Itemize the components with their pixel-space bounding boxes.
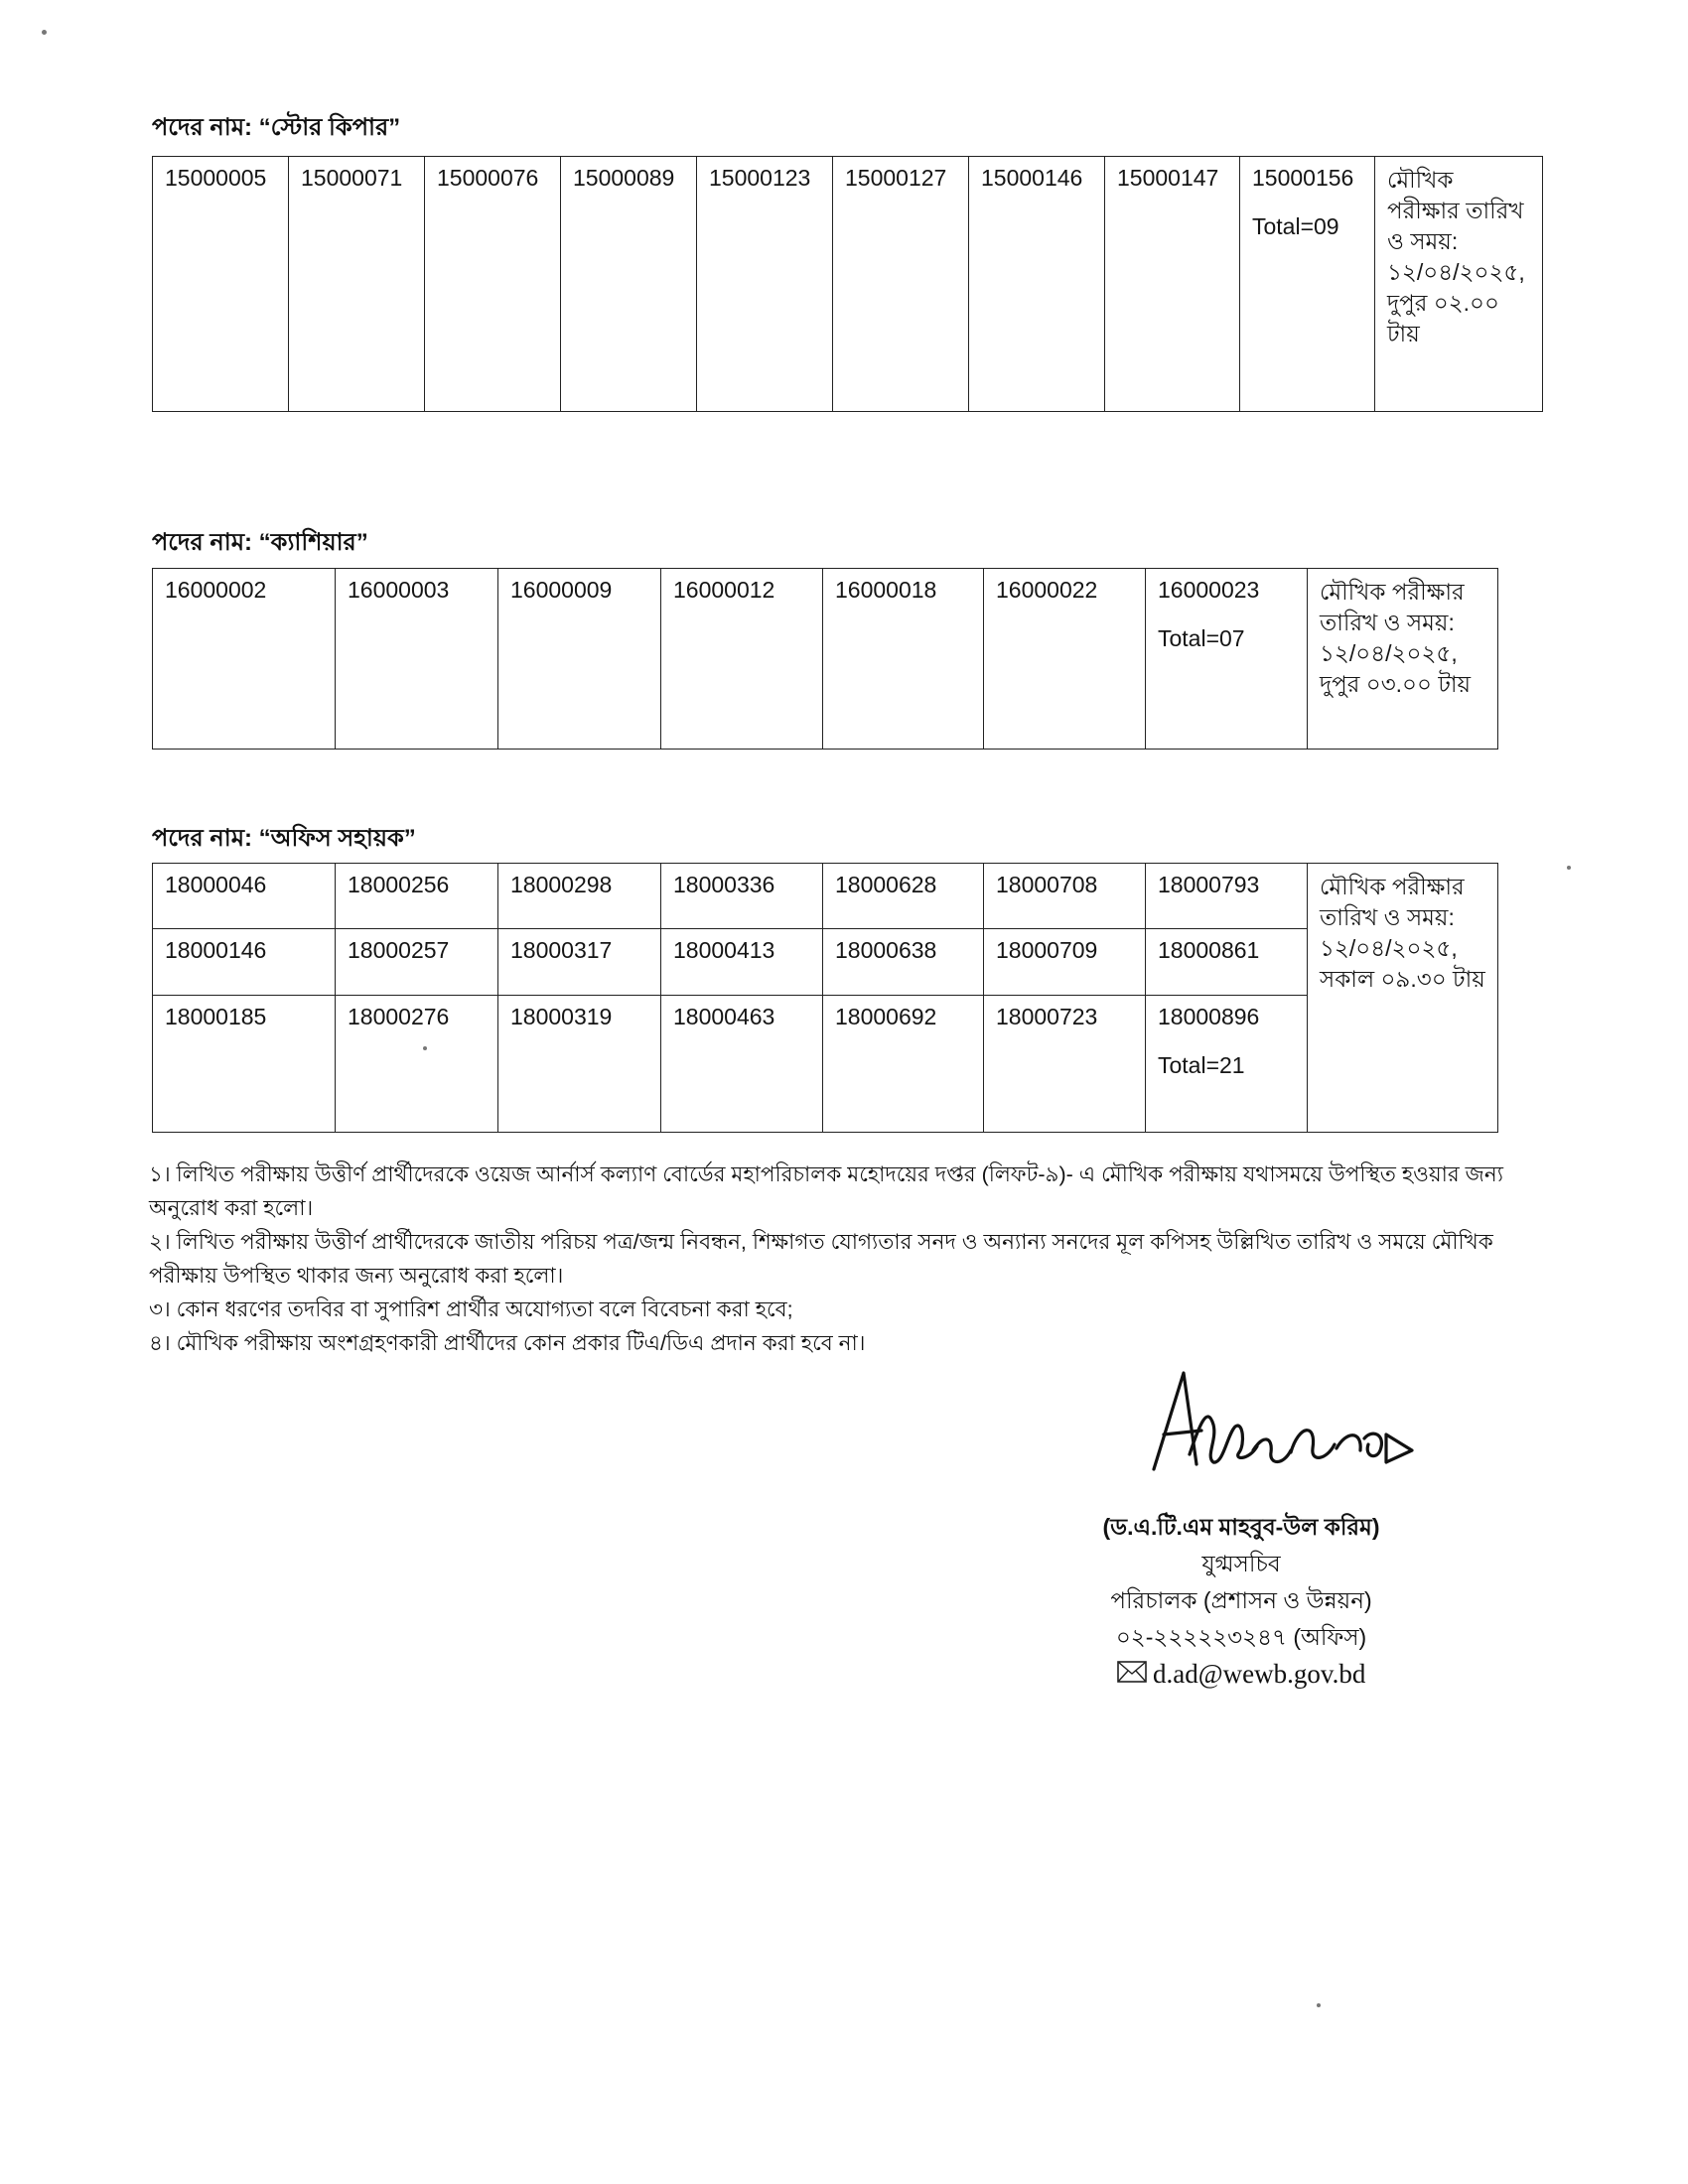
roll-cell: 18000336 (661, 864, 823, 929)
schedule-line: দুপুর ০৩.০০ টায় (1320, 671, 1472, 697)
total-count: Total=09 (1252, 213, 1339, 239)
roll-cell: 15000147 (1105, 157, 1240, 412)
roll-cell: 15000005 (153, 157, 289, 412)
schedule-cell (1375, 157, 1543, 412)
schedule-line: মৌখিক পরীক্ষার (1320, 874, 1465, 899)
roll-cell: 18000185 (153, 996, 336, 1133)
schedule-line: ১২/০৪/২০২৫, (1387, 259, 1525, 285)
store-keeper-table (152, 156, 1543, 412)
roll-cell-last (1146, 569, 1308, 750)
email-line (1033, 1656, 1450, 1694)
handwritten-signature (1142, 1365, 1420, 1524)
roll-cell: 18000628 (823, 864, 984, 929)
schedule-line: পরীক্ষার তারিখ (1387, 198, 1524, 223)
roll-cell-last (1240, 157, 1375, 412)
roll-cell: 18000708 (984, 864, 1146, 929)
scan-speck (1317, 2003, 1321, 2007)
table-row (153, 157, 1543, 412)
roll-cell: 18000257 (336, 929, 498, 996)
roll-cell-last (1146, 996, 1308, 1133)
roll-cell: 18000413 (661, 929, 823, 996)
instruction-item: ২। লিখিত পরীক্ষায় উত্তীর্ণ প্রার্থীদেরকে জাতীয় পরিচয় পত্র/জন্ম নিবন্ধন, শিক্ষাগত যোগ্যতার সনদ ও অন্যান্য সনদের মূল কপিসহ উল্লিখিত তারিখ ও সময়ে মৌখিক পরীক্ষায় উপস্থিত থাকার জন্য অনুরোধ করা হলো। (149, 1230, 1493, 1288)
scan-speck (1567, 866, 1571, 870)
schedule-line: ও সময়: (1387, 228, 1459, 254)
roll-cell: 18000463 (661, 996, 823, 1133)
roll-cell: 15000089 (561, 157, 697, 412)
total-count: Total=07 (1158, 625, 1245, 651)
scan-speck (423, 1046, 427, 1050)
instructions-list (149, 1158, 1509, 1360)
envelope-icon (1117, 1661, 1147, 1683)
schedule-line: দুপুর ০২.০০ (1387, 290, 1499, 316)
table-row (153, 569, 1498, 750)
roll-cell: 18000319 (498, 996, 661, 1133)
office-assistant-table (152, 863, 1498, 1133)
roll-cell: 18000256 (336, 864, 498, 929)
roll-cell: 16000003 (336, 569, 498, 750)
roll-cell: 16000002 (153, 569, 336, 750)
signatory-office: পরিচালক (প্রশাসন ও উন্নয়ন) (1110, 1587, 1372, 1613)
roll-cell: 18000317 (498, 929, 661, 996)
cashier-table (152, 568, 1498, 750)
signatory-designation: যুগ্মসচিব (1201, 1551, 1281, 1576)
roll-cell: 18000146 (153, 929, 336, 996)
roll-cell: 15000076 (425, 157, 561, 412)
roll-cell: 16000012 (661, 569, 823, 750)
section-title-office-assistant: পদের নাম: “অফিস সহায়ক” (152, 825, 416, 852)
signatory-email: d.ad@wewb.gov.bd (1153, 1659, 1366, 1689)
signatory-name: (ড.এ.টি.এম মাহবুব-উল করিম) (1102, 1514, 1380, 1540)
table-row (153, 929, 1498, 996)
schedule-line: ১২/০৪/২০২৫, (1320, 640, 1458, 666)
section-title-cashier: পদের নাম: “ক্যাশিয়ার” (152, 529, 368, 556)
roll-number: 16000023 (1158, 577, 1260, 603)
roll-cell: 15000127 (833, 157, 969, 412)
roll-cell: 15000146 (969, 157, 1105, 412)
table-row (153, 864, 1498, 929)
roll-number: 15000156 (1252, 165, 1354, 191)
roll-cell: 18000793 (1146, 864, 1308, 929)
roll-number: 18000896 (1158, 1004, 1260, 1029)
signatory-block (1033, 1509, 1450, 1694)
roll-cell: 18000861 (1146, 929, 1308, 996)
total-count: Total=21 (1158, 1052, 1245, 1078)
roll-cell: 16000018 (823, 569, 984, 750)
roll-cell: 18000046 (153, 864, 336, 929)
roll-cell: 18000298 (498, 864, 661, 929)
table-row (153, 996, 1498, 1133)
roll-cell: 18000709 (984, 929, 1146, 996)
schedule-cell (1308, 569, 1498, 750)
roll-cell: 16000009 (498, 569, 661, 750)
schedule-line: তারিখ ও সময়: (1320, 610, 1455, 635)
signatory-phone: ০২-২২২২২৩২৪৭ (অফিস) (1115, 1624, 1367, 1650)
schedule-line: মৌখিক পরীক্ষার (1320, 579, 1465, 605)
roll-cell: 16000022 (984, 569, 1146, 750)
schedule-line: টায় (1387, 321, 1420, 346)
roll-cell: 15000123 (697, 157, 833, 412)
roll-cell: 18000692 (823, 996, 984, 1133)
scan-speck (42, 30, 47, 35)
instruction-item: ৪। মৌখিক পরীক্ষায় অংশগ্রহণকারী প্রার্থীদের কোন প্রকার টিএ/ডিএ প্রদান করা হবে না। (149, 1331, 866, 1355)
roll-cell: 18000723 (984, 996, 1146, 1133)
roll-cell: 18000638 (823, 929, 984, 996)
roll-cell: 15000071 (289, 157, 425, 412)
schedule-cell (1308, 864, 1498, 1133)
schedule-line: সকাল ০৯.৩০ টায় (1320, 966, 1485, 992)
instruction-item: ১। লিখিত পরীক্ষায় উত্তীর্ণ প্রার্থীদেরকে ওয়েজ আর্নার্স কল্যাণ বোর্ডের মহাপরিচালক মহোদয়ের দপ্তর (লিফট-৯)- এ মৌখিক পরীক্ষায় যথাসময়ে উপস্থিত হওয়ার জন্য অনুরোধ করা হলো। (149, 1162, 1503, 1220)
section-title-store-keeper: পদের নাম: “স্টোর কিপার” (152, 114, 401, 141)
schedule-line: তারিখ ও সময়: (1320, 904, 1455, 930)
instruction-item: ৩। কোন ধরণের তদবির বা সুপারিশ প্রার্থীর অযোগ্যতা বলে বিবেচনা করা হবে; (149, 1297, 793, 1321)
schedule-line: ১২/০৪/২০২৫, (1320, 935, 1458, 961)
roll-cell: 18000276 (336, 996, 498, 1133)
schedule-line: মৌখিক (1387, 167, 1454, 193)
